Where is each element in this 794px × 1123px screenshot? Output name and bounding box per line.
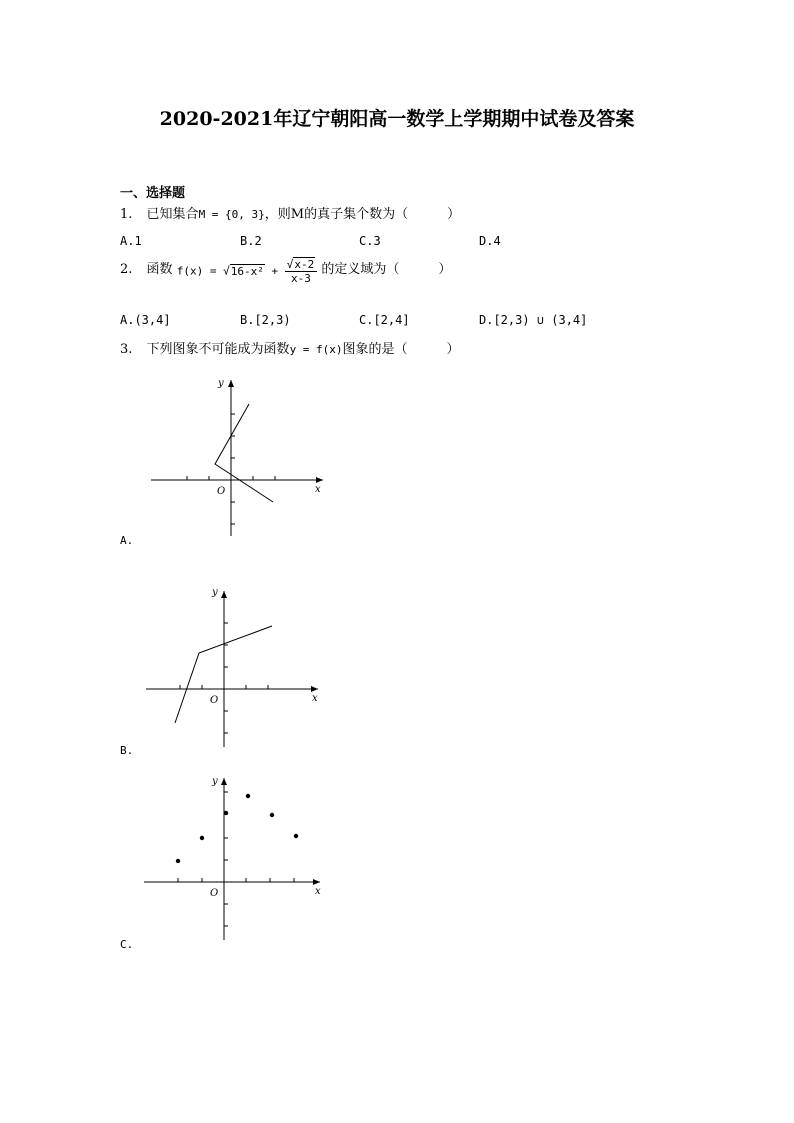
x-axis-label: x xyxy=(315,484,321,495)
graph-point xyxy=(246,794,250,798)
graph-point xyxy=(200,836,204,840)
function-name: y = f(x) xyxy=(289,343,343,356)
question-number: 3. xyxy=(120,342,133,357)
question-text: 函数 xyxy=(146,262,173,277)
function-expression: f(x) = √16-x² + $\frac{√x-2}{x-3}$ xyxy=(177,258,318,285)
origin-label: O xyxy=(210,695,219,706)
section-heading: 一、选择题 xyxy=(120,186,186,201)
graph-point xyxy=(294,834,298,838)
graph-b[interactable] xyxy=(140,583,330,753)
option-b[interactable]: B.2 xyxy=(240,234,262,248)
question-1 xyxy=(120,203,460,222)
question-text: 的定义域为（ ） xyxy=(321,262,452,277)
option-c[interactable]: C.[2,4] xyxy=(359,313,410,327)
option-a[interactable]: A.(3,4] xyxy=(120,313,171,327)
x-axis-label: x xyxy=(315,886,321,897)
graph-point xyxy=(176,859,180,863)
question-number: 1. xyxy=(120,207,133,222)
origin-label: O xyxy=(210,888,219,899)
set-expression: M = {0, 3} xyxy=(198,208,265,221)
question-text: 下列图象不可能成为函数 xyxy=(146,342,290,357)
option-b[interactable]: B.[2,3) xyxy=(240,313,291,327)
option-d[interactable]: D.[2,3) ∪ (3,4] xyxy=(479,313,588,327)
page-title: 2020-2021年辽宁朝阳高一数学上学期期中试卷及答案 xyxy=(159,108,635,130)
graph-c-caption: C. xyxy=(120,938,134,951)
y-axis-label: y xyxy=(218,378,224,389)
graph-c[interactable] xyxy=(140,776,330,946)
question-text: 图象的是（ ） xyxy=(342,342,460,357)
question-text: ，则M的真子集个数为（ ） xyxy=(264,207,461,222)
graph-b-caption: B. xyxy=(120,744,134,757)
y-axis-label: y xyxy=(212,587,218,598)
graph-a-caption: A. xyxy=(120,534,134,547)
graph-point xyxy=(270,813,274,817)
graph-point xyxy=(224,811,228,815)
origin-label: O xyxy=(217,486,226,497)
option-d[interactable]: D.4 xyxy=(479,234,501,248)
option-c[interactable]: C.3 xyxy=(359,234,381,248)
question-2 xyxy=(120,258,451,285)
question-number: 2. xyxy=(120,262,133,277)
question-3 xyxy=(120,338,460,357)
graph-a[interactable] xyxy=(145,372,335,542)
y-axis-label: y xyxy=(212,776,218,787)
x-axis-label: x xyxy=(312,693,318,704)
option-a[interactable]: A.1 xyxy=(120,234,142,248)
question-text: 已知集合 xyxy=(146,207,199,222)
